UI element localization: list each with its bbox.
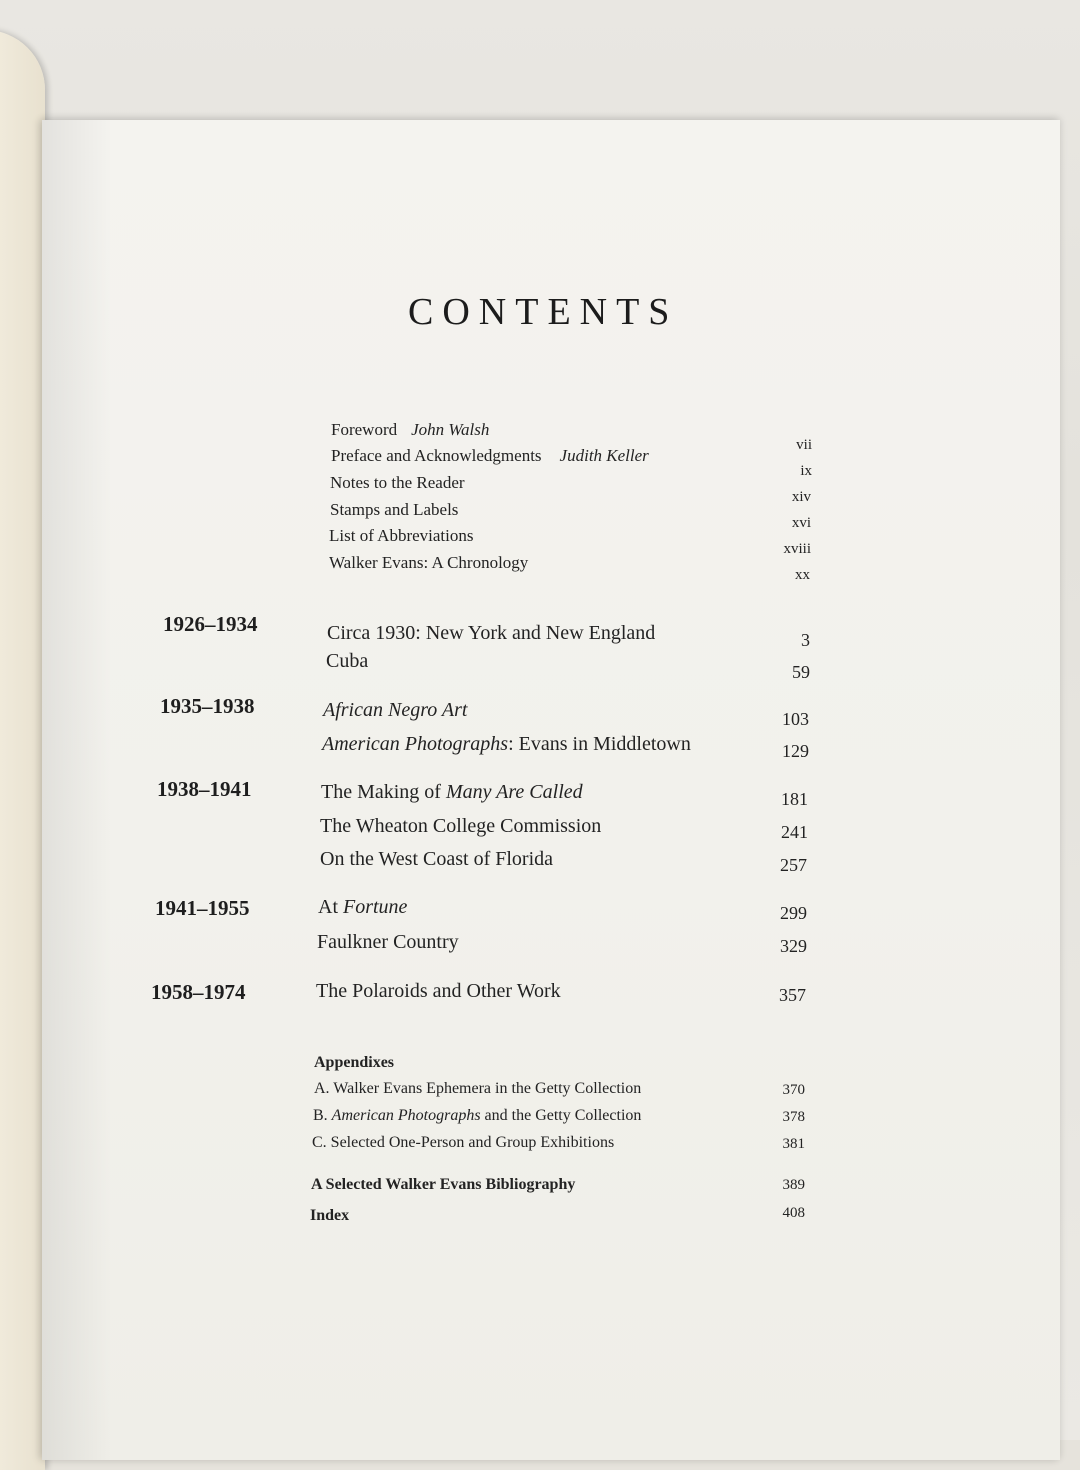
- toc-entry: The Wheaton College Commission: [320, 815, 602, 837]
- toc-appendixes-heading: Appendixes: [314, 1054, 395, 1071]
- toc-entry: The Polaroids and Other Work: [316, 980, 561, 1002]
- toc-entry: Cuba: [326, 650, 369, 672]
- toc-frontmatter-chronology: Walker Evans: A Chronology: [329, 553, 529, 572]
- toc-page-number: 3: [801, 630, 810, 650]
- toc-page-number: 103: [782, 709, 809, 729]
- toc-entry: At Fortune: [318, 896, 408, 918]
- toc-era-years: 1958–1974: [151, 980, 246, 1004]
- toc-page-number: 378: [782, 1109, 805, 1125]
- toc-page-number: 408: [782, 1205, 805, 1221]
- toc-appendix-item: A. Walker Evans Ephemera in the Getty Collection: [314, 1080, 642, 1097]
- toc-frontmatter-stamps: Stamps and Labels: [330, 500, 459, 519]
- toc-entry: African Negro Art: [323, 699, 468, 721]
- toc-era-years: 1938–1941: [157, 777, 252, 801]
- toc-page-number: 381: [782, 1136, 805, 1152]
- toc-page-number: ix: [800, 463, 812, 479]
- toc-era-years: 1935–1938: [160, 694, 255, 718]
- toc-page-number: 129: [782, 741, 809, 761]
- toc-page-number: 389: [782, 1177, 805, 1193]
- toc-frontmatter-preface: Preface and Acknowledgments Judith Keller: [331, 446, 649, 465]
- toc-frontmatter-notes: Notes to the Reader: [330, 473, 465, 492]
- toc-page-number: 59: [792, 662, 810, 682]
- toc-bibliography: A Selected Walker Evans Bibliography: [311, 1176, 576, 1193]
- toc-page-number: 357: [779, 985, 806, 1005]
- facing-page-edge: [0, 30, 45, 1470]
- toc-page-number: xx: [795, 567, 810, 583]
- toc-index: Index: [310, 1207, 350, 1224]
- toc-entry: On the West Coast of Florida: [320, 848, 553, 870]
- toc-entry: American Photographs: Evans in Middletown: [322, 733, 691, 755]
- toc-page-number: 299: [780, 903, 807, 923]
- toc-page-number: xviii: [783, 541, 811, 557]
- toc-entry: The Making of Many Are Called: [321, 781, 583, 803]
- toc-frontmatter-foreword: Foreword John Walsh: [331, 420, 490, 439]
- toc-frontmatter-abbreviations: List of Abbreviations: [329, 526, 474, 545]
- toc-era-years: 1941–1955: [155, 896, 250, 920]
- toc-entry: Circa 1930: New York and New England: [327, 622, 656, 644]
- toc-page-number: 329: [780, 936, 807, 956]
- toc-page-number: xvi: [791, 515, 811, 531]
- page-title: CONTENTS: [408, 291, 679, 333]
- toc-appendix-item: C. Selected One-Person and Group Exhibitions: [312, 1134, 615, 1151]
- toc-page-number: 257: [780, 855, 807, 875]
- toc-page-number: 370: [782, 1082, 805, 1098]
- toc-era-years: 1926–1934: [163, 612, 258, 636]
- toc-page-number: 241: [781, 822, 808, 842]
- toc-appendix-item: B. American Photographs and the Getty Collection: [313, 1107, 642, 1124]
- toc-entry: Faulkner Country: [317, 931, 459, 953]
- toc-page-number: xiv: [791, 489, 811, 505]
- toc-page-number: vii: [796, 437, 812, 453]
- toc-page-number: 181: [781, 789, 808, 809]
